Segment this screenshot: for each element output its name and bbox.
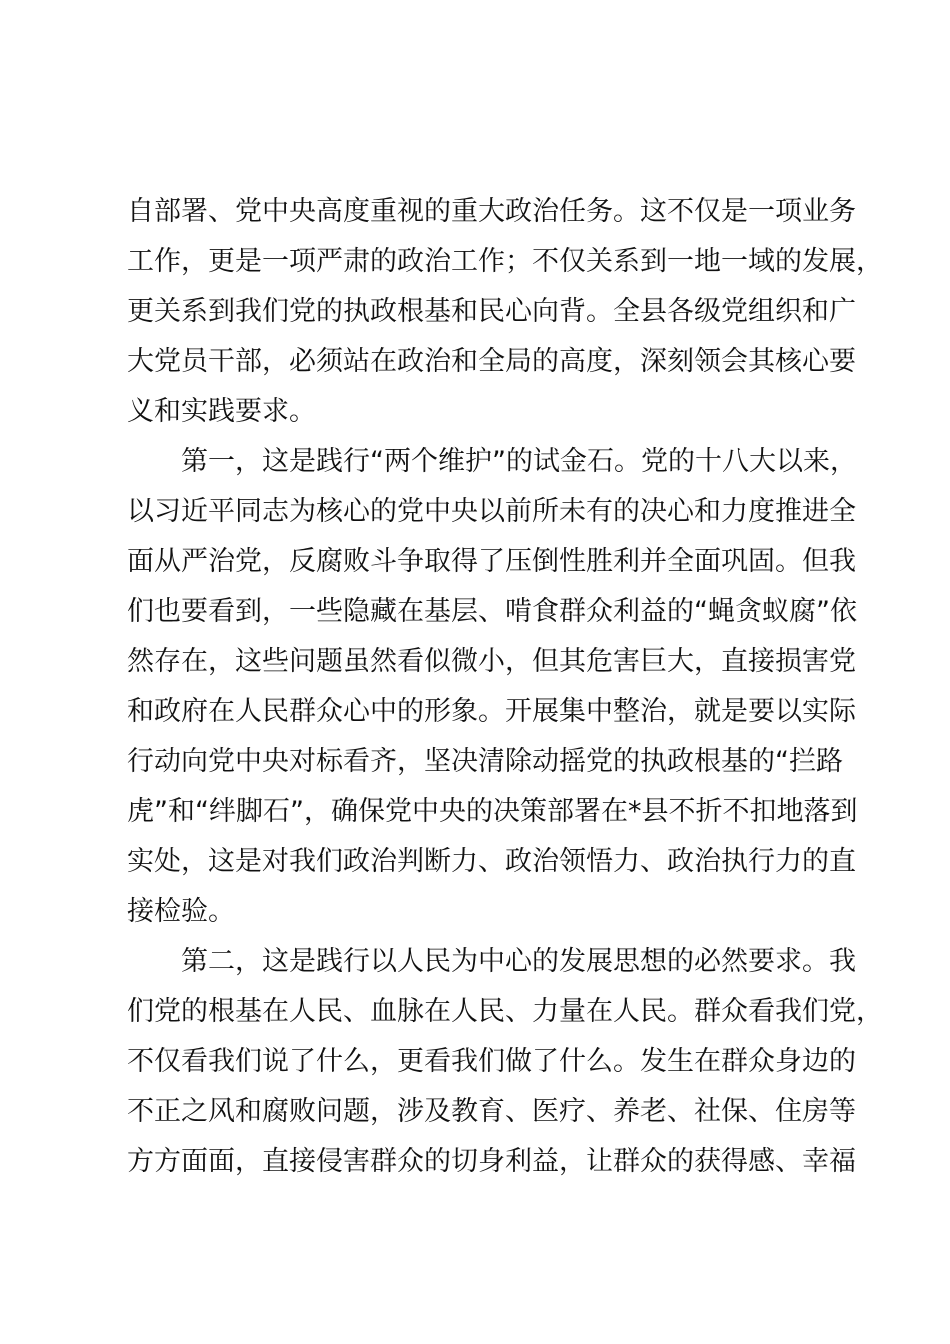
text-line: 然存在，这些问题虽然看似微小，但其危害巨大，直接损害党 (127, 646, 856, 677)
text-line: 方方面面，直接侵害群众的切身利益，让群众的获得感、幸福 (127, 1146, 856, 1177)
paragraph-intro (127, 187, 883, 437)
text-line: 虎”和“绊脚石”，确保党中央的决策部署在*县不折不扣地落到 (127, 796, 858, 827)
text-line: 接检验。 (127, 896, 235, 927)
text-line: 第一，这是践行“两个维护”的试金石。党的十八大以来， (181, 446, 857, 477)
text-line: 以习近平同志为核心的党中央以前所未有的决心和力度推进全 (127, 496, 856, 527)
text-line: 大党员干部，必须站在政治和全局的高度，深刻领会其核心要 (127, 346, 856, 377)
text-line: 自部署、党中央高度重视的重大政治任务。这不仅是一项业务 (127, 196, 856, 227)
text-line: 和政府在人民群众心中的形象。开展集中整治，就是要以实际 (127, 696, 856, 727)
body-text (127, 187, 883, 1187)
text-line: 行动向党中央对标看齐，坚决清除动摇党的执政根基的“拦路 (127, 746, 843, 777)
text-line: 更关系到我们党的执政根基和民心向背。全县各级党组织和广 (127, 296, 856, 327)
text-line: 不仅看我们说了什么，更看我们做了什么。发生在群众身边的 (127, 1046, 856, 1077)
text-line: 第二，这是践行以人民为中心的发展思想的必然要求。我 (181, 946, 856, 977)
text-line: 面从严治党，反腐败斗争取得了压倒性胜利并全面巩固。但我 (127, 546, 856, 577)
text-line: 义和实践要求。 (127, 396, 316, 427)
text-line: 不正之风和腐败问题，涉及教育、医疗、养老、社保、住房等 (127, 1096, 856, 1127)
text-line: 实处，这是对我们政治判断力、政治领悟力、政治执行力的直 (127, 846, 856, 877)
paragraph-second-point (127, 937, 883, 1187)
paragraph-first-point (127, 437, 858, 937)
text-line: 工作，更是一项严肃的政治工作；不仅关系到一地一域的发展， (127, 246, 883, 277)
text-line: 们党的根基在人民、血脉在人民、力量在人民。群众看我们党， (127, 996, 883, 1027)
text-line: 们也要看到，一些隐藏在基层、啃食群众利益的“蝇贪蚁腐”依 (127, 596, 857, 627)
